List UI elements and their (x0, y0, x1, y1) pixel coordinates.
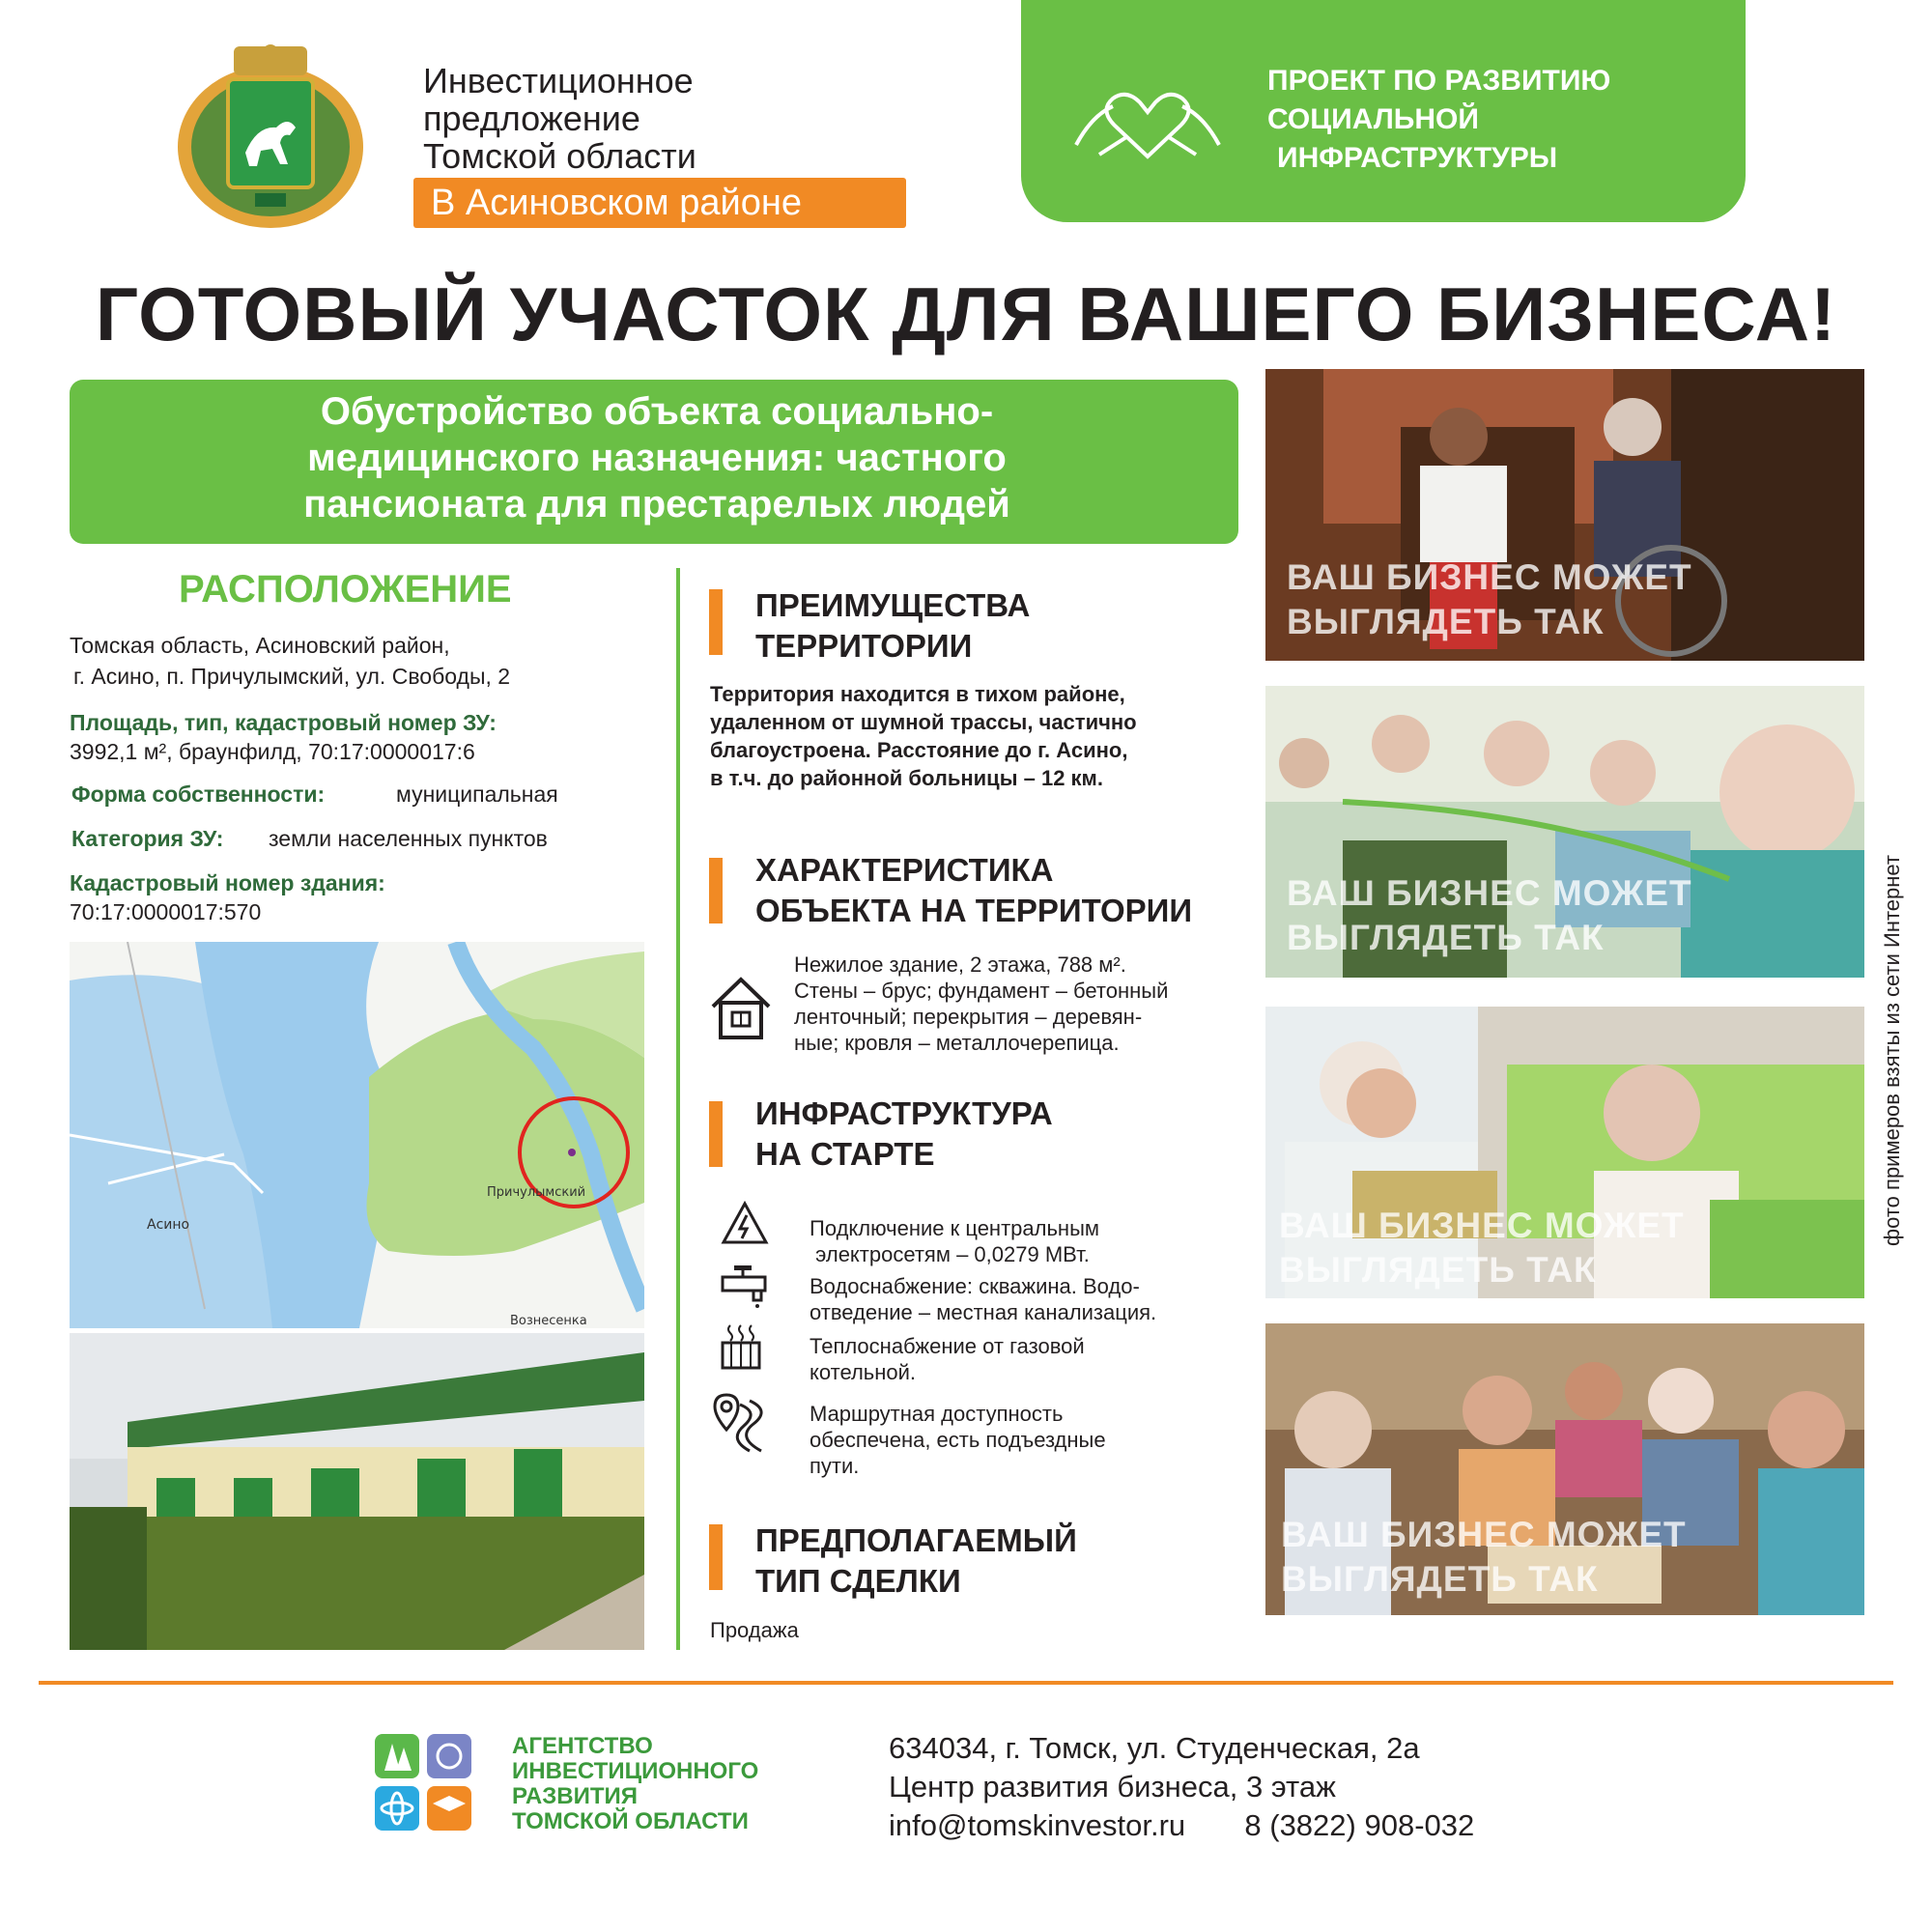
caption-line: ВЫГЛЯДЕТЬ ТАК (1287, 918, 1605, 957)
ownership-label: Форма собственности: (71, 781, 326, 807)
project-title-line: СОЦИАЛЬНОЙ (1267, 103, 1479, 135)
text-line: электросетям – 0,0279 МВт. (810, 1242, 1090, 1266)
agency-line: ИНВЕСТИЦИОННОГО (512, 1758, 759, 1784)
caption-line: ВАШ БИЗНЕС МОЖЕТ (1287, 873, 1692, 913)
text-line: Стены – брус; фундамент – бетонный (794, 979, 1169, 1003)
electricity-icon (721, 1200, 769, 1248)
agency-name (512, 1734, 821, 1834)
district-badge: В Асиновском районе (413, 178, 906, 228)
main-title: ГОТОВЫЙ УЧАСТОК ДЛЯ ВАШЕГО БИЗНЕСА! (95, 271, 1837, 356)
location-heading: РАСПОЛОЖЕНИЕ (179, 568, 512, 611)
infrastructure-heading (755, 1094, 1053, 1175)
heading-line: ИНФРАСТРУКТУРА (755, 1095, 1053, 1131)
text-line: удаленном от шумной трассы, частично (710, 710, 1137, 734)
caption-line: ВЫГЛЯДЕТЬ ТАК (1279, 1250, 1597, 1290)
contact-line (889, 1806, 1474, 1845)
heading-line: ОБЪЕКТА НА ТЕРРИТОРИИ (755, 893, 1193, 928)
text-line: Нежилое здание, 2 этажа, 788 м². (794, 952, 1126, 977)
section-marker (709, 1524, 723, 1590)
building-cadastral-value: 70:17:0000017:570 (70, 899, 262, 924)
text-line: Теплоснабжение от газовой (810, 1334, 1085, 1358)
region-title-line: Инвестиционное (423, 61, 694, 100)
section-marker (709, 858, 723, 923)
region-title-line: предложение (423, 99, 640, 138)
area-value: 3992,1 м², браунфилд, 70:17:0000017:6 (70, 739, 475, 764)
tomsk-coat-of-arms (174, 39, 367, 232)
location-map (70, 942, 644, 1328)
agency-line: АГЕНТСТВО (512, 1733, 653, 1759)
section-marker (709, 589, 723, 655)
text-line: пути. (810, 1454, 860, 1478)
text-line: Водоснабжение: скважина. Водо- (810, 1274, 1140, 1298)
advantages-text (710, 680, 1137, 792)
category-value: земли населенных пунктов (269, 826, 548, 851)
deal-text: Продажа (710, 1618, 799, 1642)
text-line: котельной. (810, 1360, 917, 1384)
photo-caption (1279, 1204, 1685, 1293)
caption-line: ВЫГЛЯДЕТЬ ТАК (1281, 1559, 1599, 1599)
photo-caption (1287, 871, 1692, 960)
section-marker (709, 1101, 723, 1167)
agency-line: РАЗВИТИЯ (512, 1783, 639, 1809)
example-photo-2 (1265, 686, 1864, 978)
area-label: Площадь, тип, кадастровый номер ЗУ: (70, 710, 497, 735)
heading-line: ТИП СДЕЛКИ (755, 1563, 961, 1599)
footer-divider (39, 1681, 1893, 1685)
photo-caption (1287, 555, 1692, 644)
characteristics-text (794, 952, 1168, 1056)
caption-line: ВЫГЛЯДЕТЬ ТАК (1287, 602, 1605, 641)
text-line: в т.ч. до районной больницы – 12 км. (710, 766, 1103, 790)
caption-line: ВАШ БИЗНЕС МОЖЕТ (1279, 1206, 1685, 1245)
text-line: обеспечена, есть подъездные (810, 1428, 1106, 1452)
heading-line: ХАРАКТЕРИСТИКА (755, 852, 1054, 888)
map-label-prichulymsky: Причулымский (487, 1185, 586, 1200)
contact-email[interactable]: info@tomskinvestor.ru (889, 1808, 1186, 1842)
heading-line: ТЕРРИТОРИИ (755, 628, 973, 664)
contact-center: Центр развития бизнеса, 3 этаж (889, 1770, 1336, 1804)
infra-item-text (810, 1333, 1085, 1385)
text-line: Территория находится в тихом районе, (710, 682, 1125, 706)
text-line: Маршрутная доступность (810, 1402, 1064, 1426)
purpose-line: Обустройство объекта социально- (320, 390, 994, 433)
heading-line: ПРЕДПОЛАГАЕМЫЙ (755, 1522, 1077, 1558)
text-line: Подключение к центральным (810, 1216, 1100, 1240)
ownership-value: муниципальная (396, 781, 558, 807)
column-divider (676, 568, 680, 1650)
infra-item-text (810, 1401, 1106, 1479)
project-title-line: ПРОЕКТ ПО РАЗВИТИЮ (1267, 65, 1611, 97)
agency-line: ТОМСКОЙ ОБЛАСТИ (512, 1808, 749, 1834)
contact-address: 634034, г. Томск, ул. Студенческая, 2а (889, 1731, 1420, 1765)
example-photo-1 (1265, 369, 1864, 661)
example-photo-3 (1265, 1007, 1864, 1298)
photo-source-note: фото примеров взяты из сети Интернет (1880, 854, 1904, 1246)
deal-heading (755, 1520, 1077, 1602)
region-title-line: Томской области (423, 136, 696, 176)
contact-phone[interactable]: 8 (3822) 908-032 (1244, 1808, 1475, 1842)
purpose-text (106, 388, 1208, 527)
caption-line: ВАШ БИЗНЕС МОЖЕТ (1287, 557, 1692, 597)
contacts (889, 1729, 1474, 1845)
text-line: ные; кровля – металлочерепица. (794, 1031, 1120, 1055)
house-icon (709, 974, 773, 1041)
photo-caption (1281, 1513, 1687, 1602)
characteristics-heading (755, 850, 1192, 931)
project-title-line: ИНФРАСТРУКТУРЫ (1277, 142, 1558, 174)
text-line: ленточный; перекрытия – деревян- (794, 1005, 1143, 1029)
radiator-icon (717, 1323, 765, 1372)
building-cadastral-label: Кадастровый номер здания: (70, 870, 385, 895)
agency-logo (375, 1734, 471, 1831)
category-label: Категория ЗУ: (71, 826, 224, 851)
address-line: г. Асино, п. Причулымский, ул. Свободы, 2 (73, 664, 511, 689)
region-title (423, 62, 867, 175)
map-label-voznesenka: Вознесенка (510, 1314, 587, 1328)
example-photo-4 (1265, 1323, 1864, 1615)
heading-line: НА СТАРТЕ (755, 1136, 935, 1172)
route-icon (711, 1391, 773, 1453)
purpose-line: медицинского назначения: частного (307, 437, 1007, 479)
text-line: благоустроена. Расстояние до г. Асино, (710, 738, 1128, 762)
infra-item-text (810, 1273, 1156, 1325)
heading-line: ПРЕИМУЩЕСТВА (755, 587, 1031, 623)
purpose-line: пансионата для престарелых людей (303, 483, 1010, 526)
advantages-heading (755, 585, 1030, 667)
project-title (1267, 62, 1692, 178)
map-label-asino: Асино (147, 1217, 190, 1233)
heart-hands-icon (1070, 77, 1225, 164)
building-photo (70, 1333, 644, 1650)
address-line: Томская область, Асиновский район, (70, 633, 450, 658)
infra-item-text (810, 1215, 1099, 1267)
water-tap-icon (719, 1262, 767, 1310)
caption-line: ВАШ БИЗНЕС МОЖЕТ (1281, 1515, 1687, 1554)
text-line: отведение – местная канализация. (810, 1300, 1157, 1324)
